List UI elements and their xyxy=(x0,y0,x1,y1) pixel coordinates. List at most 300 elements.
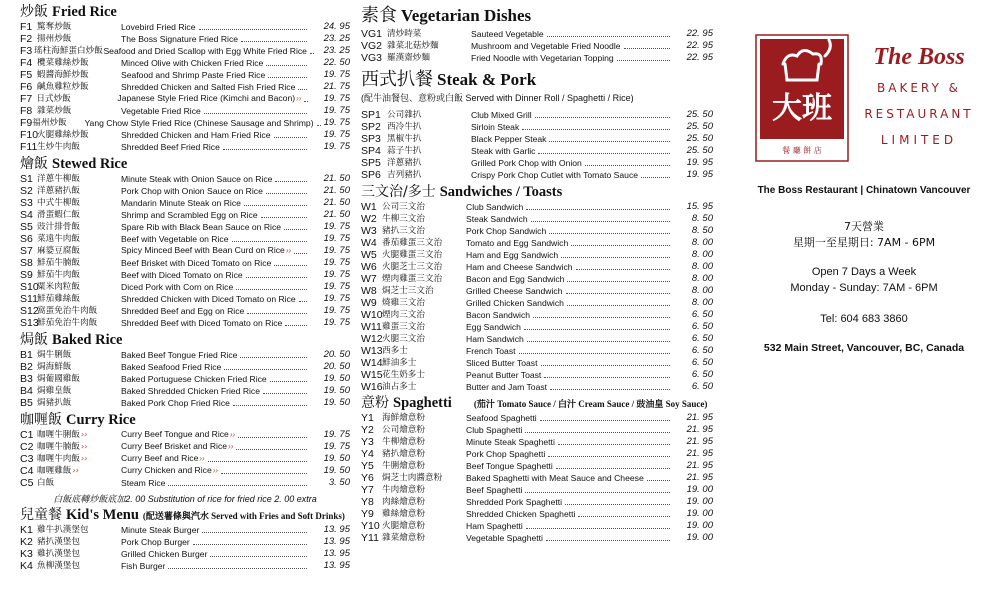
item-code: F11 xyxy=(20,141,38,153)
item-chinese-name: 番茄雞蛋三文治 xyxy=(382,238,443,248)
dot-leader xyxy=(567,305,670,306)
item-chinese-name: 火腿雞絲炒飯 xyxy=(37,130,89,140)
item-english-name: Yang Chow Style Fried Rice (Chinese Sausage and Shrimp) xyxy=(84,118,314,128)
item-price: 21. 95 xyxy=(686,424,713,435)
item-english-name: Ham and Cheese Sandwich xyxy=(466,262,573,272)
item-english-name-wrap xyxy=(121,349,237,361)
item-code: S3 xyxy=(20,197,33,209)
item-english-name-wrap xyxy=(121,197,241,209)
curry-rice-list xyxy=(20,429,350,489)
item-price: 19. 50 xyxy=(323,373,350,384)
item-chinese-name-wrap xyxy=(382,436,466,448)
menu-item-row xyxy=(20,245,350,257)
menu-item-row xyxy=(20,173,350,185)
item-price: 19. 75 xyxy=(323,429,350,440)
item-price: 8. 00 xyxy=(691,285,713,296)
item-english-name-wrap xyxy=(121,281,233,293)
item-chinese-name: 公司燴意粉 xyxy=(382,425,425,435)
item-price: 19. 75 xyxy=(323,293,350,304)
item-code: C4 xyxy=(20,465,34,477)
item-english-name-wrap xyxy=(471,52,614,64)
item-english-name-wrap xyxy=(471,121,519,133)
item-code: W3 xyxy=(361,225,377,237)
spicy-icon: ›› xyxy=(228,442,234,451)
dot-leader xyxy=(617,60,670,61)
item-english-name-wrap xyxy=(121,33,238,45)
steak-pork-list xyxy=(361,109,713,181)
item-chinese-name-wrap xyxy=(37,560,121,572)
item-price: 19. 75 xyxy=(323,105,350,116)
item-english-name-wrap xyxy=(466,261,573,273)
item-english-name-wrap xyxy=(471,40,621,52)
item-code: W16 xyxy=(361,381,383,393)
menu-item-row xyxy=(20,397,350,409)
item-english-name-wrap xyxy=(466,201,523,213)
item-price: 8. 50 xyxy=(691,225,713,236)
item-price: 3. 50 xyxy=(328,477,350,488)
dot-leader xyxy=(274,265,307,266)
item-price: 21. 50 xyxy=(323,173,350,184)
item-code: VG2 xyxy=(361,40,383,52)
item-price: 25. 50 xyxy=(686,109,713,120)
item-english-name-wrap xyxy=(121,536,190,548)
item-english-name: Fried Noodle with Vegetarian Topping xyxy=(471,53,614,63)
item-chinese-name: 蝦醬海鮮炒飯 xyxy=(37,70,89,80)
item-price: 21. 95 xyxy=(686,460,713,471)
item-price: 19. 00 xyxy=(686,508,713,519)
item-price: 8. 00 xyxy=(691,261,713,272)
menu-item-row xyxy=(361,381,713,393)
item-code: W14 xyxy=(361,357,383,369)
item-english-name-wrap xyxy=(121,57,263,69)
item-code: F5 xyxy=(20,69,33,81)
item-chinese-name-wrap xyxy=(382,412,466,424)
dot-leader xyxy=(270,381,307,382)
item-english-name-wrap xyxy=(466,237,568,249)
dot-leader xyxy=(544,377,670,378)
item-chinese-name: 雜菜北菇炒麵 xyxy=(387,41,439,51)
dot-leader xyxy=(566,293,671,294)
item-chinese-name: 煙肉雞蛋三文治 xyxy=(382,274,443,284)
item-english-name-wrap xyxy=(121,305,244,317)
item-english-name-wrap xyxy=(466,297,564,309)
spicy-icon: ›› xyxy=(229,430,236,439)
logo-the-boss: The Boss xyxy=(873,44,965,70)
item-code: Y8 xyxy=(361,496,374,508)
item-price: 20. 50 xyxy=(323,349,350,360)
item-chinese-name: 牛柳燴意粉 xyxy=(382,437,425,447)
menu-item-row xyxy=(20,536,350,548)
item-english-name: Minute Steak Burger xyxy=(121,525,200,535)
item-english-name-wrap xyxy=(121,141,220,153)
menu-item-row xyxy=(20,57,350,69)
item-code: K4 xyxy=(20,560,33,572)
item-chinese-name-wrap xyxy=(382,460,466,472)
item-code: F2 xyxy=(20,33,33,45)
item-english-name-wrap xyxy=(466,321,521,333)
item-price: 19. 75 xyxy=(323,269,350,280)
item-price: 19. 50 xyxy=(323,453,350,464)
item-english-name: Crispy Pork Chop Cutlet with Tomato Sauce xyxy=(471,170,639,180)
item-english-name: Baked Portuguese Chicken Fried Rice xyxy=(121,374,267,384)
item-price: 21. 95 xyxy=(686,472,713,483)
item-chinese-name: 焗牛脷飯 xyxy=(37,350,72,360)
menu-item-row xyxy=(361,333,713,345)
item-chinese-name-wrap xyxy=(387,169,471,181)
menu-item-row xyxy=(361,448,713,460)
item-price: 19. 75 xyxy=(323,281,350,292)
item-chinese-name-wrap xyxy=(382,249,466,261)
item-chinese-name-wrap xyxy=(37,305,121,317)
item-price: 22. 95 xyxy=(686,40,713,51)
item-price: 8. 00 xyxy=(691,237,713,248)
dot-leader xyxy=(224,369,307,370)
dot-leader xyxy=(547,36,670,37)
dot-leader xyxy=(519,353,670,354)
item-code: B1 xyxy=(20,349,33,361)
item-english-name-wrap xyxy=(121,185,263,197)
item-price: 19. 95 xyxy=(686,157,713,168)
item-chinese-name: 雞牛扒漢堡包 xyxy=(37,525,89,535)
item-english-name: Grilled Chicken Burger xyxy=(121,549,208,559)
dot-leader xyxy=(576,269,670,270)
item-price: 21. 50 xyxy=(323,185,350,196)
item-english-name: Fish Burger xyxy=(121,561,166,571)
item-english-name: Shredded Beef Fried Rice xyxy=(121,142,220,152)
item-chinese-name-wrap xyxy=(37,441,121,453)
item-price: 6. 50 xyxy=(691,357,713,368)
item-code: F7 xyxy=(20,93,33,105)
dot-leader xyxy=(561,257,670,258)
item-english-name-wrap xyxy=(121,373,267,385)
info-column xyxy=(720,4,1008,604)
item-chinese-name-wrap xyxy=(37,245,121,257)
item-chinese-name: 中式牛柳飯 xyxy=(37,198,80,208)
item-chinese-name-wrap xyxy=(382,345,466,357)
dot-leader xyxy=(565,504,670,505)
item-code: SP4 xyxy=(361,145,381,157)
dot-leader xyxy=(549,141,670,142)
restaurant-name-line: The Boss Restaurant | Chinatown Vancouver xyxy=(757,185,971,196)
item-price: 23. 25 xyxy=(323,33,350,44)
menu-item-row xyxy=(361,169,713,181)
item-chinese-name: 生炒牛肉飯 xyxy=(37,142,80,152)
sandwiches-list xyxy=(361,201,713,393)
item-chinese-name-wrap xyxy=(37,397,121,409)
item-chinese-name-wrap xyxy=(37,536,121,548)
item-code: S8 xyxy=(20,257,33,269)
item-price: 21. 95 xyxy=(686,412,713,423)
item-chinese-name: 焗海鮮飯 xyxy=(37,362,72,372)
item-english-name-wrap xyxy=(466,225,546,237)
dot-leader xyxy=(223,149,307,150)
item-code: C1 xyxy=(20,429,34,441)
dot-leader xyxy=(527,341,670,342)
item-english-name: Bacon Sandwich xyxy=(466,310,531,320)
item-chinese-name-wrap xyxy=(382,213,466,225)
section-title-vegetarian: 素食 Vegetarian Dishes xyxy=(361,5,532,26)
item-english-name-wrap xyxy=(121,317,282,329)
logo-chinese-name: 大班 xyxy=(772,91,832,126)
item-chinese-name: 麻婆豆腐飯 xyxy=(37,246,80,256)
item-english-name: Minced Olive with Chicken Fried Rice xyxy=(121,58,264,68)
hours-english-2: Monday - Sunday: 7AM - 6PM xyxy=(790,282,938,294)
menu-item-row xyxy=(361,225,713,237)
item-chinese-name-wrap xyxy=(37,429,121,441)
dot-leader xyxy=(241,41,307,42)
item-english-name-wrap xyxy=(121,269,243,281)
item-price: 19. 00 xyxy=(686,484,713,495)
item-code: S9 xyxy=(20,269,33,281)
item-chinese-name-wrap xyxy=(37,173,121,185)
item-chinese-name: 牛脷燴意粉 xyxy=(382,461,425,471)
rice-substitution-note: 白飯底轉炒飯底加2. 00 Substitution of rice for fried rice 2. 00 extra xyxy=(53,494,317,504)
item-price: 6. 50 xyxy=(691,345,713,356)
item-english-name: Shredded Chicken with Diced Tomato on Rice xyxy=(121,294,296,304)
item-english-name-wrap xyxy=(466,357,538,369)
item-code: B2 xyxy=(20,361,33,373)
item-english-name-wrap xyxy=(121,385,260,397)
item-code: W2 xyxy=(361,213,377,225)
menu-item-row xyxy=(361,496,713,508)
item-english-name: Ham and Egg Sandwich xyxy=(466,250,559,260)
spicy-icon: ›› xyxy=(199,454,205,463)
item-english-name-wrap xyxy=(121,129,271,141)
item-english-name: Pork Chop Burger xyxy=(121,537,190,547)
item-chinese-name-wrap xyxy=(37,141,121,153)
item-english-name: Ham Sandwich xyxy=(466,334,524,344)
item-chinese-name-wrap xyxy=(382,357,466,369)
menu-item-row xyxy=(361,40,713,52)
dot-leader xyxy=(540,420,670,421)
item-chinese-name: 火腿芝士三文治 xyxy=(382,262,443,272)
item-chinese-name-wrap xyxy=(382,448,466,460)
item-english-name-wrap xyxy=(121,257,271,269)
item-english-name: Japanese Style Fried Rice (Kimchi and Bacon) xyxy=(117,93,296,103)
menu-item-row xyxy=(20,548,350,560)
hours-chinese-2: 星期一至星期日: 7AM - 6PM xyxy=(792,236,936,249)
item-english-name-wrap xyxy=(471,157,582,169)
section-title-steak-pork: 西式扒餐 Steak & Pork xyxy=(361,69,537,90)
logo-restaurant: RESTAURANT xyxy=(864,107,974,121)
item-chinese-name-wrap xyxy=(37,465,121,477)
item-chinese-name-wrap xyxy=(382,508,466,520)
item-price: 13. 95 xyxy=(323,536,350,547)
item-code: F4 xyxy=(20,57,33,69)
section-title-kids-menu: 兒童餐 Kid's Menu (配送薯條與汽水 Served with Fries and Soft Drinks) xyxy=(20,507,345,523)
item-chinese-name: 白飯 xyxy=(37,478,55,488)
dot-leader xyxy=(233,405,307,406)
item-chinese-name: 鮮油多士 xyxy=(382,358,417,368)
item-chinese-name-wrap xyxy=(382,424,466,436)
item-chinese-name: 火腿三文治 xyxy=(382,334,425,344)
item-english-name: Grilled Cheese Sandwich xyxy=(466,286,563,296)
menu-item-row xyxy=(20,117,350,129)
item-code: SP1 xyxy=(361,109,381,121)
spicy-icon: ›› xyxy=(212,466,219,475)
dot-leader xyxy=(531,221,670,222)
item-english-name-wrap xyxy=(466,333,524,345)
menu-item-row xyxy=(361,52,713,64)
item-chinese-name: 鮮茄雞絲飯 xyxy=(37,294,80,304)
item-code: SP6 xyxy=(361,169,381,181)
item-english-name: Club Mixed Grill xyxy=(471,110,532,120)
item-code: S12 xyxy=(20,305,39,317)
item-code: B4 xyxy=(20,385,33,397)
item-price: 19. 75 xyxy=(323,257,350,268)
item-code: Y4 xyxy=(361,448,374,460)
spicy-icon: ›› xyxy=(72,466,79,475)
menu-item-row xyxy=(361,157,713,169)
item-chinese-name-wrap xyxy=(382,261,466,273)
item-chinese-name-wrap xyxy=(382,333,466,345)
fried-rice-list xyxy=(20,21,350,153)
item-code: K1 xyxy=(20,524,33,536)
item-code: W11 xyxy=(361,321,382,333)
item-chinese-name-wrap xyxy=(382,285,466,297)
dot-leader xyxy=(304,101,308,102)
dot-leader xyxy=(538,153,670,154)
item-price: 19. 00 xyxy=(686,532,713,543)
menu-item-row xyxy=(20,361,350,373)
item-chinese-name-wrap xyxy=(387,28,471,40)
menu-item-row xyxy=(361,145,713,157)
item-english-name: Shredded Chicken Spaghetti xyxy=(466,509,576,519)
item-code: Y7 xyxy=(361,484,374,496)
item-chinese-name: 雜菜燴意粉 xyxy=(382,533,425,543)
dot-leader xyxy=(317,125,321,126)
item-price: 21. 75 xyxy=(323,81,350,92)
dot-leader xyxy=(274,137,307,138)
item-english-name-wrap xyxy=(466,424,522,436)
item-english-name: Beef Spaghetti xyxy=(466,485,523,495)
item-price: 8. 00 xyxy=(691,297,713,308)
item-code: Y3 xyxy=(361,436,374,448)
item-english-name: The Boss Signature Fried Rice xyxy=(121,34,239,44)
item-english-name: Pork Chop with Onion Sauce on Rice xyxy=(121,186,263,196)
item-english-name: Baked Shredded Chicken Fried Rice xyxy=(121,386,261,396)
item-chinese-name-wrap xyxy=(37,209,121,221)
item-code: B3 xyxy=(20,373,33,385)
dot-leader xyxy=(294,253,307,254)
item-english-name: Steak Sandwich xyxy=(466,214,528,224)
item-chinese-name: 煙肉三文治 xyxy=(382,310,425,320)
hours-chinese-1: 7天營業 xyxy=(844,220,884,233)
dot-leader xyxy=(585,165,670,166)
item-chinese-name-wrap xyxy=(382,237,466,249)
item-code: VG1 xyxy=(361,28,383,40)
menu-item-row xyxy=(20,281,350,293)
item-chinese-name-wrap xyxy=(37,257,121,269)
item-chinese-name-wrap xyxy=(382,496,466,508)
dot-leader xyxy=(168,485,307,486)
stewed-rice-list xyxy=(20,173,350,329)
item-code: W4 xyxy=(361,237,377,249)
item-chinese-name-wrap xyxy=(382,273,466,285)
item-price: 6. 50 xyxy=(691,309,713,320)
item-english-name: Curry Beef Brisket and Rice xyxy=(121,441,228,451)
item-chinese-name: 雞絲燴意粉 xyxy=(382,509,425,519)
dot-leader xyxy=(261,217,307,218)
item-english-name-wrap xyxy=(466,448,545,460)
item-english-name-wrap xyxy=(466,369,541,381)
item-chinese-name: 焗豬扒飯 xyxy=(37,398,72,408)
item-chinese-name: 菜遠牛肉飯 xyxy=(37,234,80,244)
item-chinese-name: 豬扒漢堡包 xyxy=(37,537,80,547)
item-english-name: Shrimp and Scrambled Egg on Rice xyxy=(121,210,258,220)
item-english-name: Baked Beef Tongue Fried Rice xyxy=(121,350,238,360)
item-chinese-name-wrap xyxy=(37,197,121,209)
menu-item-row xyxy=(361,412,713,424)
dot-leader xyxy=(236,449,307,450)
menu-item-row xyxy=(20,93,350,105)
item-chinese-name-wrap xyxy=(37,185,121,197)
section-title-fried-rice: 炒飯 Fried Rice xyxy=(20,4,117,20)
item-chinese-name-wrap xyxy=(37,477,121,489)
item-english-name: Steam Rice xyxy=(121,478,166,488)
item-english-name-wrap xyxy=(471,145,535,157)
menu-item-row xyxy=(20,560,350,572)
item-english-name: Shredded Beef with Diced Tomato on Rice xyxy=(121,318,283,328)
menu-item-row xyxy=(20,257,350,269)
dot-leader xyxy=(522,129,670,130)
item-english-name: Sliced Butter Toast xyxy=(466,358,538,368)
dot-leader xyxy=(298,89,307,90)
menu-item-row xyxy=(361,297,713,309)
item-chinese-name-wrap xyxy=(34,45,103,57)
item-english-name-wrap xyxy=(121,397,230,409)
dot-leader xyxy=(268,77,307,78)
menu-item-row xyxy=(361,213,713,225)
item-code: F1 xyxy=(20,21,33,33)
item-english-name: French Toast xyxy=(466,346,516,356)
item-english-name-wrap xyxy=(471,133,546,145)
item-english-name-wrap xyxy=(466,381,547,393)
item-code: C3 xyxy=(20,453,34,465)
item-code: W7 xyxy=(361,273,377,285)
item-code: S7 xyxy=(20,245,33,257)
address: 532 Main Street, Vancouver, BC, Canada xyxy=(763,342,965,354)
dot-leader xyxy=(208,461,307,462)
item-chinese-name: 窩蛋免治牛肉飯 xyxy=(37,306,98,316)
item-code: SP3 xyxy=(361,133,381,145)
item-english-name-wrap xyxy=(471,28,544,40)
item-english-name: Beef with Diced Tomato on Rice xyxy=(121,270,243,280)
item-english-name: Beef Brisket with Diced Tomato on Rice xyxy=(121,258,272,268)
menu-item-row xyxy=(20,209,350,221)
item-chinese-name: 洋蔥豬扒 xyxy=(387,158,422,168)
dot-leader xyxy=(541,365,671,366)
menu-item-row xyxy=(20,305,350,317)
item-price: 13. 95 xyxy=(323,560,350,571)
spaghetti-note: (茄汁 Tomato Sauce / 白汁 Cream Sauce / 豉油皇 Soy Sauce) xyxy=(473,399,708,409)
menu-item-row xyxy=(361,321,713,333)
section-title-stewed-rice: 燴飯 Stewed Rice xyxy=(20,156,128,172)
item-code: W6 xyxy=(361,261,377,273)
item-chinese-name-wrap xyxy=(37,233,121,245)
item-chinese-name: 豉汁排骨飯 xyxy=(37,222,80,232)
dot-leader xyxy=(232,241,308,242)
dot-leader xyxy=(193,544,307,545)
item-code: SP5 xyxy=(361,157,381,169)
item-english-name: Sauteed Vegetable xyxy=(471,29,544,39)
dot-leader xyxy=(221,473,307,474)
item-english-name-wrap xyxy=(466,508,575,520)
item-english-name: Beef with Vegetable on Rice xyxy=(121,234,229,244)
item-english-name: Pork Chop Sandwich xyxy=(466,226,547,236)
item-english-name: Baked Pork Chop Fried Rice xyxy=(121,398,230,408)
item-english-name-wrap xyxy=(117,92,301,105)
